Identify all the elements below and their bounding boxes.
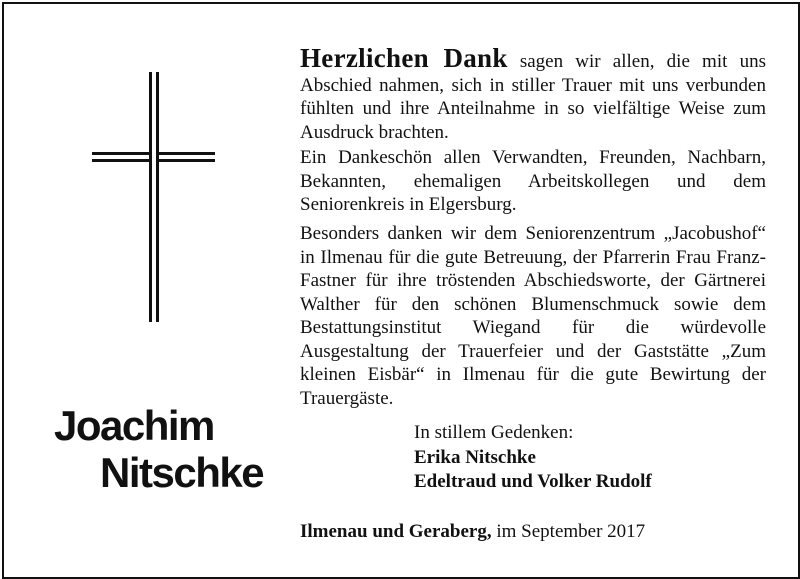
thanks-paragraph-1-text: sagen wir allen, die mit uns Abschied nahmen, sich in stiller Trauer mit uns verbunden fühlten und ihre Anteilnahme in so vielfältige Weise zum Ausdruck brachten.: [300, 51, 766, 143]
thanks-headline: Herzlichen Dank: [300, 43, 508, 73]
date-text: im September 2017: [491, 521, 646, 542]
signatory-name: Erika Nitschke: [414, 447, 536, 468]
place-names: Ilmenau und Geraberg,: [300, 521, 492, 542]
cross-icon: [0, 0, 300, 340]
thanks-paragraph-3: Besonders danken wir dem Seniorenzentrum „Jacobushof“ in Ilmenau für die gute Betreuung, der Pfarrerin Frau Franz-Fastner für ihre tröstenden Abschiedsworte, der Gärtnerei Walther für den schönen Blumenschmuck sowie dem Bestattungsinstitut Wiegand für die würdevolle Ausgestaltung der Trauerfeier und der Gaststätte „Zum kleinen Eisbär“ in Ilmenau für die gute Bewirtung der Trauergäste.: [300, 223, 766, 409]
place-date-line: [300, 521, 645, 543]
thanks-paragraph-2: Ein Dankeschön allen Verwandten, Freunden, Nachbarn, Bekannten, ehemaligen Arbeitskollegen und dem Seniorenkreis in Elgersburg.: [300, 147, 766, 215]
thanks-paragraph-1: [300, 43, 766, 144]
gedenken-line: In stillem Gedenken:: [414, 422, 574, 443]
deceased-last-name: Nitschke: [100, 449, 264, 496]
deceased-first-name: Joachim: [54, 402, 214, 449]
signatory-name: Edeltraud und Volker Rudolf: [414, 471, 652, 492]
